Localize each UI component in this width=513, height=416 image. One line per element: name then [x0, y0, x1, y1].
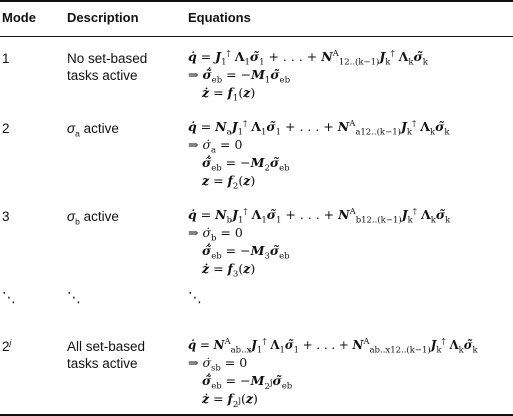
row-last-description: All set-based tasks active — [67, 339, 146, 371]
row-2-eq-3: $\sigmã̇_{eb}$ = $-M_2\sigmã_{eb}$ — [202, 155, 290, 174]
row-last-eq-2: ⇒ $\sigmȧ_{sb} = 0$ — [188, 355, 248, 374]
row-2-eq-2: ⇒ $\sigmȧ_a = 0$ — [188, 137, 243, 156]
row-3-equations — [188, 206, 450, 278]
row-3-description: $\sigma_b$ active — [67, 209, 119, 227]
row-ellipsis-equations: ⋱ — [188, 290, 202, 306]
header-rule — [0, 36, 513, 37]
row-3-eq-1: q̇ = $N_bJ_1^\dagger$ $\Lambda_1\sigmã_1$ + . . . + $N^A_{b12..(k-1)}J_k^\dagger$ $\Lambda_k\sigmã_k$ — [188, 206, 451, 226]
row-1-mode: 1 — [2, 51, 10, 66]
row-2-mode: 2 — [2, 121, 10, 136]
row-last-eq-3: $\sigmã̇_{eb}$ = $-M_{2^j}\sigmã_{eb}$ — [202, 373, 293, 392]
header-equations: Equations — [188, 10, 251, 25]
row-ellipsis-description: ⋱ — [67, 290, 81, 306]
bottom-rule — [0, 414, 513, 416]
row-3-eq-2: ⇒ $\sigmȧ_b = 0$ — [188, 225, 243, 244]
top-rule — [0, 0, 513, 2]
row-3-eq-4: ż = $f_3(z)$ — [202, 261, 256, 280]
row-last-eq-1: q̇ = $N^A_{ab..x}J_1^\dagger$ $\Lambda_1\sigmã_1$ + . . . + $N^A_{ab..x12..(k-1)}J_k^\dagger$ $\Lambda_k\sigmã_k$ — [188, 337, 478, 356]
row-1-eq-2: ⇒ $\sigmã̇_{eb}$ = $-M_1\sigmã_{eb}$ — [188, 67, 291, 86]
row-3-eq-3: $\sigmã̇_{eb}$ = $-M_3\sigmã_{eb}$ — [202, 243, 290, 262]
row-last-equations — [188, 336, 478, 408]
row-2-eq-1: q̇ = $N_aJ_1^\dagger$ $\Lambda_1\sigmã_1$ + . . . + $N^A_{a12..(k-1)}J_k^\dagger$ $\Lambda_k\sigmã_k$ — [188, 118, 450, 138]
row-last-eq-4: ż = $f_{2^j}(z)$ — [202, 391, 258, 410]
header-mode: Mode — [2, 10, 36, 25]
row-1-eq-1: q̇ = $J_1^\dagger$ $\Lambda_1\sigmã_1$ + . . . + $N^A_{12..(k-1)}J_k^\dagger$ $\Lambda_k\sigmã_k$ — [188, 48, 428, 68]
row-2-equations — [188, 118, 449, 190]
row-ellipsis-mode: ⋱ — [2, 290, 16, 306]
row-1-description: No set-based tasks active — [67, 51, 148, 83]
header-description: Description — [67, 10, 139, 25]
row-2-eq-4: $z = f_2(z)$ — [202, 173, 256, 192]
row-2-description: $\sigma_a$ active — [67, 121, 119, 139]
row-1-equations — [188, 48, 428, 102]
row-last-mode: 2$^j$ — [2, 337, 12, 354]
row-3-mode: 3 — [2, 209, 10, 224]
row-1-eq-3: ż = $f_1(z)$ — [202, 85, 256, 104]
